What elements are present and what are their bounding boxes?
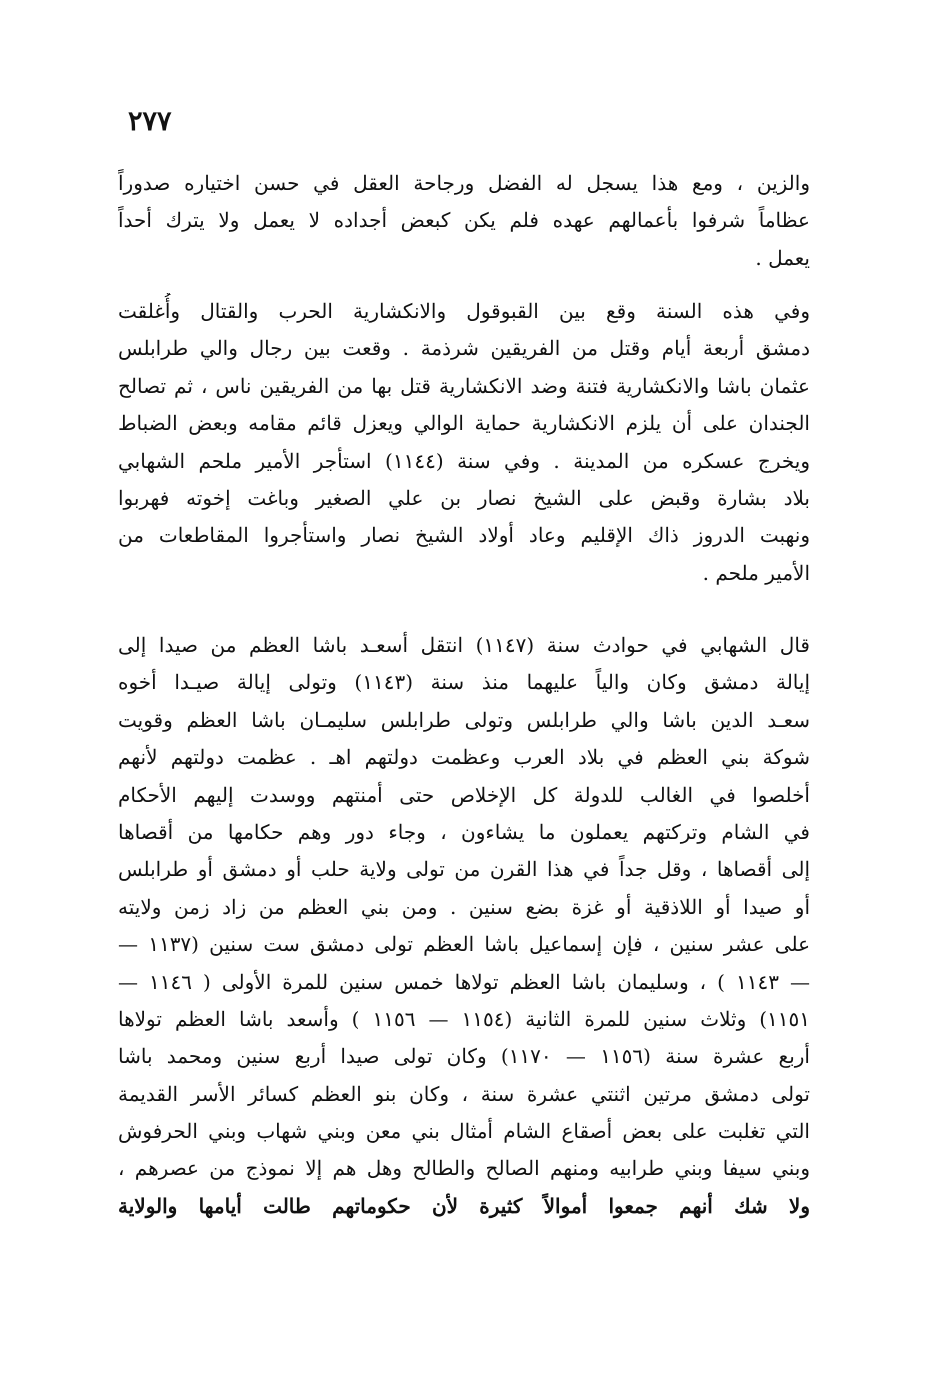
text-line: على عشر سنين ، فإن إسماعيل باشا العظم تولى دمشق ست سنين (١١٣٧ — [118,932,810,957]
text-line: وبني سيفا وبني طرابيه ومنهم الصالح والطالح وهل هم إلا نموذج من عصرهم ، [118,1156,810,1181]
text-line: سعـد الدين باشا والي طرابلس وتولى طرابلس سليمـان باشا العظم وقويت [118,707,810,732]
text-line: تولى دمشق مرتين اثنتي عشرة سنة ، وكان بنو العظم كسائر الأسر القديمة [118,1081,810,1106]
text-line: والزين ، ومع هذا يسجل له الفضل ورجاحة العقل في حسن اختياره صدوراً [118,171,810,195]
text-line: التي تغلبت على بعض أصقاع الشام أمثال بني معن وبني شهاب وبني الحرفوش [118,1119,810,1144]
text-line: أربع عشرة سنة (١١٥٦ — ١١٧٠) وكان تولى صيدا أربع سنين ومحمد باشا [118,1044,810,1069]
paragraph-2 [118,293,810,592]
text-line: شوكة بني العظم في بلاد العرب وعظمت دولتهم اهـ . عظمت دولتهم لأنهم [118,745,810,770]
text-line: في الشام وتركتهم يعملون ما يشاءون ، وجاء دور وهم حكامها من أقصاها [118,819,810,844]
page-number: ٢٧٧ [128,106,172,137]
text-line: أو صيدا أو اللاذقية أو غزة بضع سنين . ومن بني العظم من زاد زمن ولايته [118,894,810,919]
text-line: إلى أقصاها ، وقل جداً في هذا القرن من تولى ولاية حلب أو دمشق أو طرابلس [118,857,810,882]
text-line: إيالة دمشق وكان والياً عليهما منذ سنة (١١٤٣) وتولى إيالة صيـدا أخوه [118,670,810,695]
text-line: قال الشهابي في حوادث سنة (١١٤٧) انتقل أسعـد باشا العظم من صيدا إلى [118,633,810,657]
text-line: يعمل . [755,245,810,270]
paragraph-1 [118,165,810,277]
text-line: — ١١٤٣ ) ، وسليمان باشا العظم تولاها خمس سنين للمرة الأولى ( ١١٤٦ — [118,969,810,994]
text-line: ويخرج عسكره من المدينة . وفي سنة (١١٤٤) استأجر الأمير ملحم الشهابي [118,448,810,473]
text-line: ونهبت الدروز ذاك الإقليم وعاد أولاد الشيخ نصار واستأجروا المقاطعات من [118,523,810,548]
text-line: الجندان على أن يلزم الانكشارية حماية الوالي ويعزل قائم مقامه وبعض الضباط [118,411,810,436]
text-line: عثمان باشا والانكشارية فتنة وضد الانكشارية قتل بها من الفريقين ناس ، ثم تصالح [118,373,810,398]
paragraph-3 [118,627,810,1225]
text-line: ولا شك أنهم جمعوا أموالاً كثيرة لأن حكوماتهم طالت أيامها والولاية [118,1193,810,1218]
text-line: عظاماً شرفوا بأعمالهم عهده فلم يكن كبعض أجداده لا يعمل ولا يترك أحداً [118,208,810,233]
text-line: ١١٥١) وثلاث سنين للمرة الثانية (١١٥٤ — ١١٥٦ ) وأسعد باشا العظم تولاها [118,1006,810,1031]
text-line: الأمير ملحم . [702,560,810,585]
text-line: دمشق أربعة أيام وقتل من الفريقين شرذمة . وقعت بين رجال والي طرابلس [118,336,810,361]
text-line: بلاد بشارة وقبض على الشيخ نصار بن علي الصغير وباغت إخوته فهربوا [118,485,810,510]
text-line: وفي هذه السنة وقع بين القبوقول والانكشارية الحرب والقتال وأُغلقت [118,299,810,323]
text-line: أخلصوا في الغالب للدولة كل الإخلاص حتى أمنتهم ووسدت إليهم الأحكام [118,782,810,807]
